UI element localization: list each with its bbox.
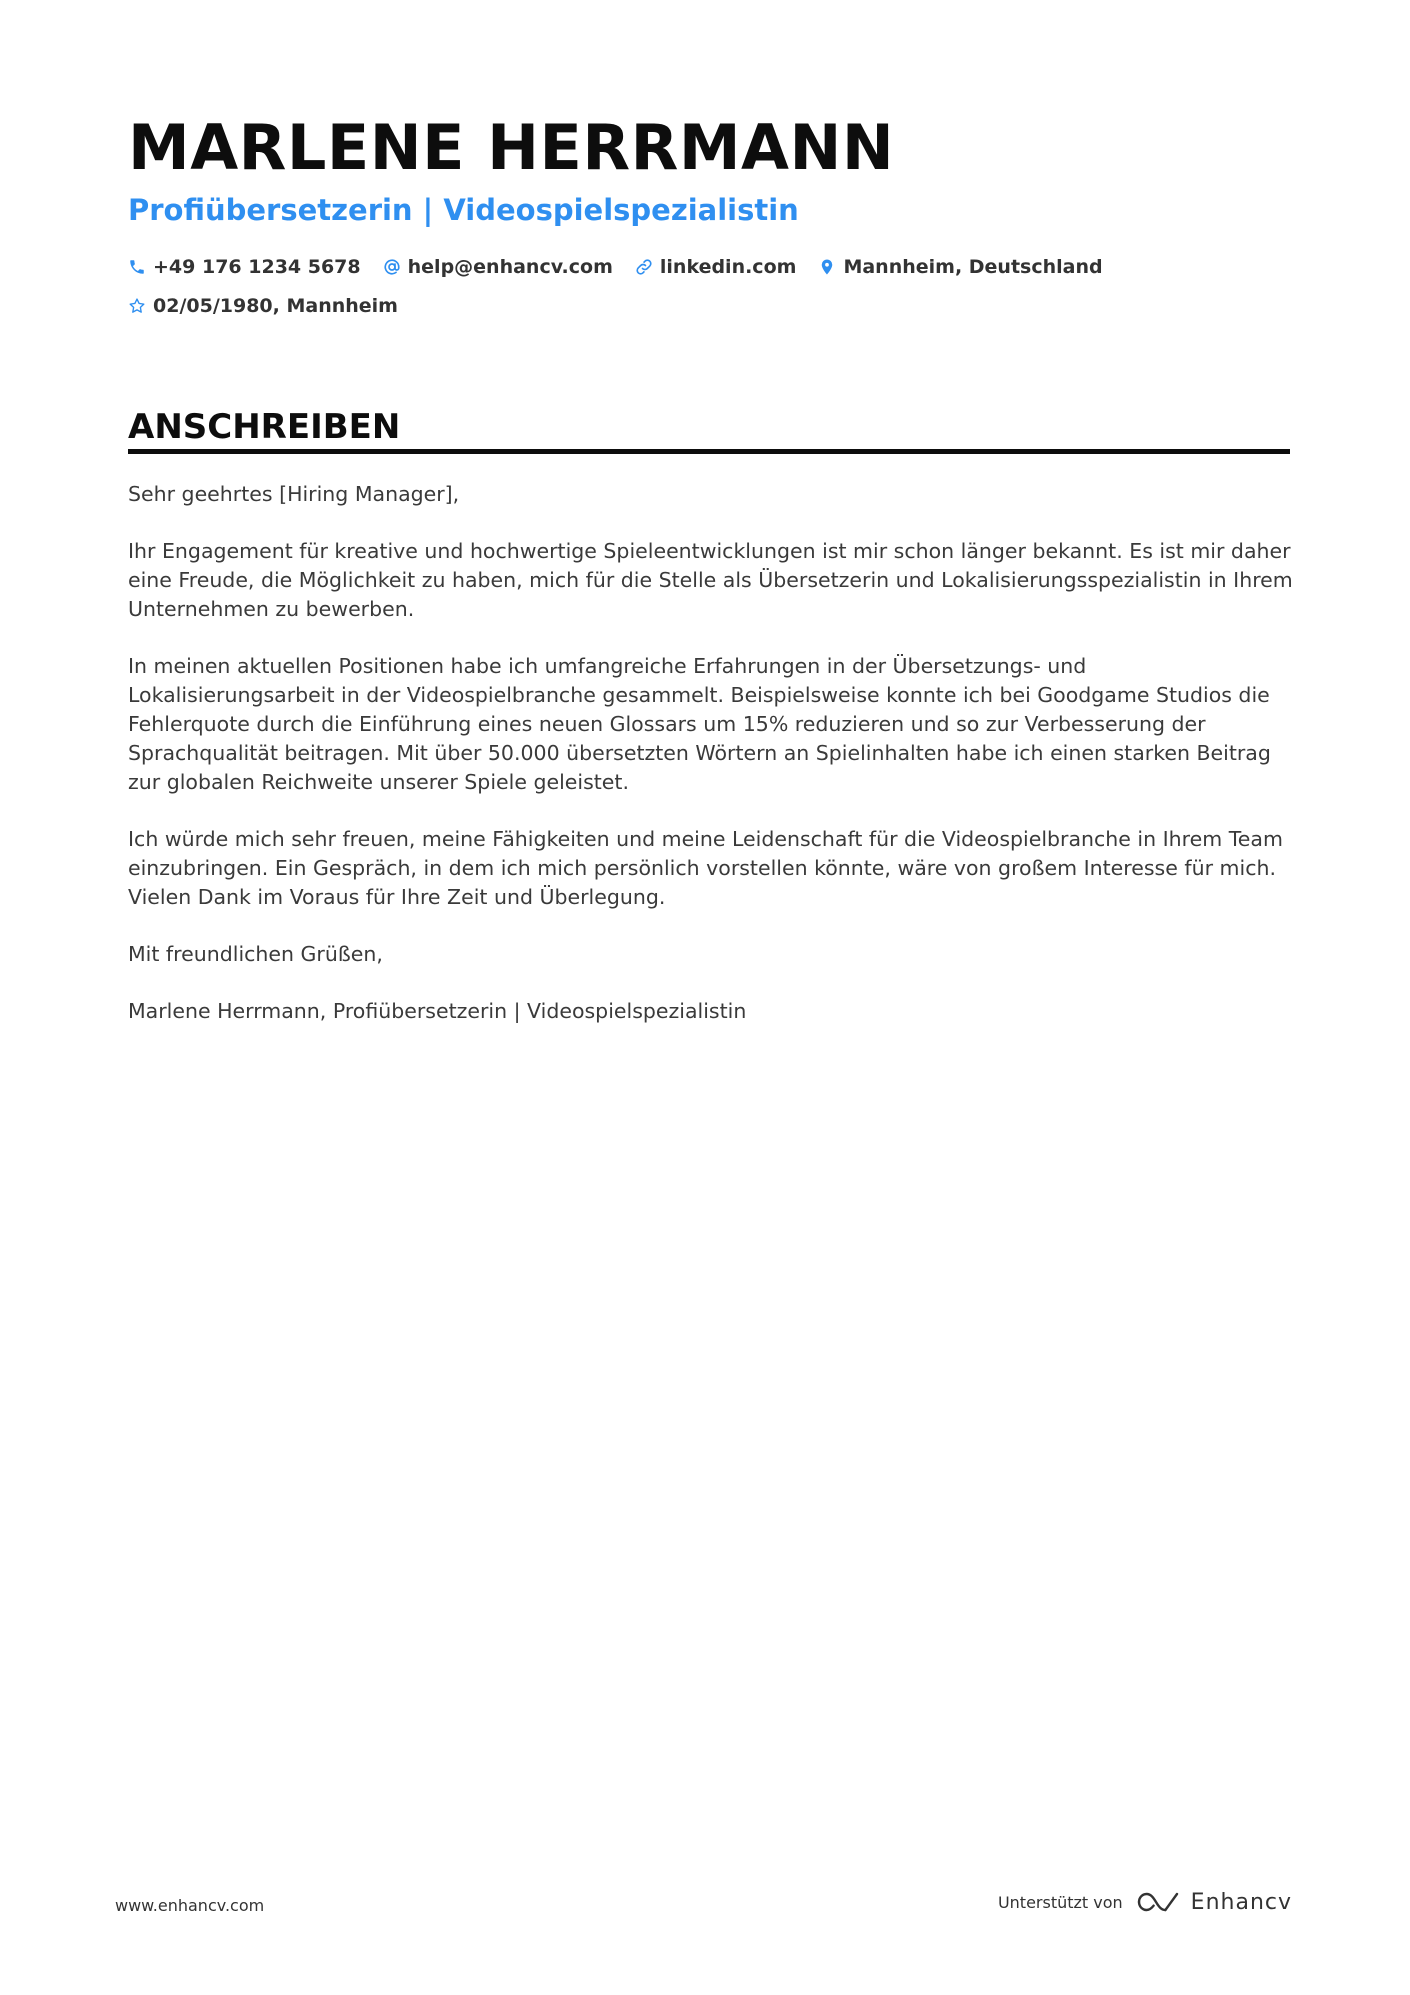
- letter-paragraph-3: Ich würde mich sehr freuen, meine Fähigkeiten und meine Leidenschaft für die Videospielbranche in Ihrem Team einzubringen. Ein Gespräch, in dem ich mich persönlich vorstellen könnte, wäre von großem Interesse für mich. Vielen Dank im Voraus für Ihre Zeit und Überlegung.: [128, 827, 1283, 909]
- letter-body: [128, 480, 1293, 1054]
- enhancv-logo-icon: [1135, 1889, 1181, 1915]
- at-icon: [383, 258, 401, 276]
- location-text: Mannheim, Deutschland: [843, 256, 1103, 278]
- email-text: help@enhancv.com: [407, 256, 613, 278]
- contact-linkedin[interactable]: [635, 252, 797, 282]
- section-divider: [128, 449, 1290, 454]
- letter-salutation: Sehr geehrtes [Hiring Manager],: [128, 482, 460, 506]
- contact-phone: [128, 252, 361, 282]
- letter-signature: Marlene Herrmann, Profiübersetzerin | Videospielspezialistin: [128, 999, 747, 1023]
- applicant-title: Profiübersetzerin | Videospielspezialistin: [128, 193, 799, 227]
- phone-icon: [128, 258, 146, 276]
- contact-email[interactable]: [383, 252, 613, 282]
- footer-brand: [998, 1889, 1292, 1915]
- section-title: ANSCHREIBEN: [128, 407, 401, 447]
- contact-location: [818, 252, 1102, 282]
- contact-row-primary: [128, 252, 1125, 282]
- linkedin-text: linkedin.com: [659, 256, 797, 278]
- link-icon: [635, 258, 653, 276]
- applicant-name: MARLENE HERRMANN: [128, 111, 895, 184]
- letter-paragraph-1: Ihr Engagement für kreative und hochwertige Spieleentwicklungen ist mir schon länger bekannt. Es ist mir daher eine Freude, die Möglichkeit zu haben, mich für die Stelle als Übersetzerin und Lokalisierungsspezialistin in Ihrem Unternehmen zu bewerben.: [128, 539, 1293, 621]
- contact-row-secondary: [128, 291, 420, 321]
- phone-text: +49 176 1234 5678: [153, 256, 361, 278]
- letter-paragraph-2: In meinen aktuellen Positionen habe ich umfangreiche Erfahrungen in der Übersetzungs- und Lokalisierungsarbeit in der Videospielbranche gesammelt. Beispielsweise konnte ich bei Goodgame Studios die Fehlerquote durch die Einführung eines neuen Glossars um 15% reduzieren und so zur Verbesserung der Sprachqualität beitragen. Mit über 50.000 übersetzten Wörtern an Spielinhalten habe ich einen starken Beitrag zur globalen Reichweite unserer Spiele geleistet.: [128, 654, 1271, 794]
- footer-url[interactable]: www.enhancv.com: [115, 1896, 265, 1915]
- contact-birth: [128, 291, 398, 321]
- powered-by-text: Unterstützt von: [997, 1892, 1123, 1912]
- birth-text: 02/05/1980, Mannheim: [153, 295, 398, 317]
- letter-closing: Mit freundlichen Grüßen,: [128, 942, 383, 966]
- brand-name: Enhancv: [1190, 1889, 1292, 1915]
- star-icon: [128, 297, 146, 315]
- map-pin-icon: [818, 258, 836, 276]
